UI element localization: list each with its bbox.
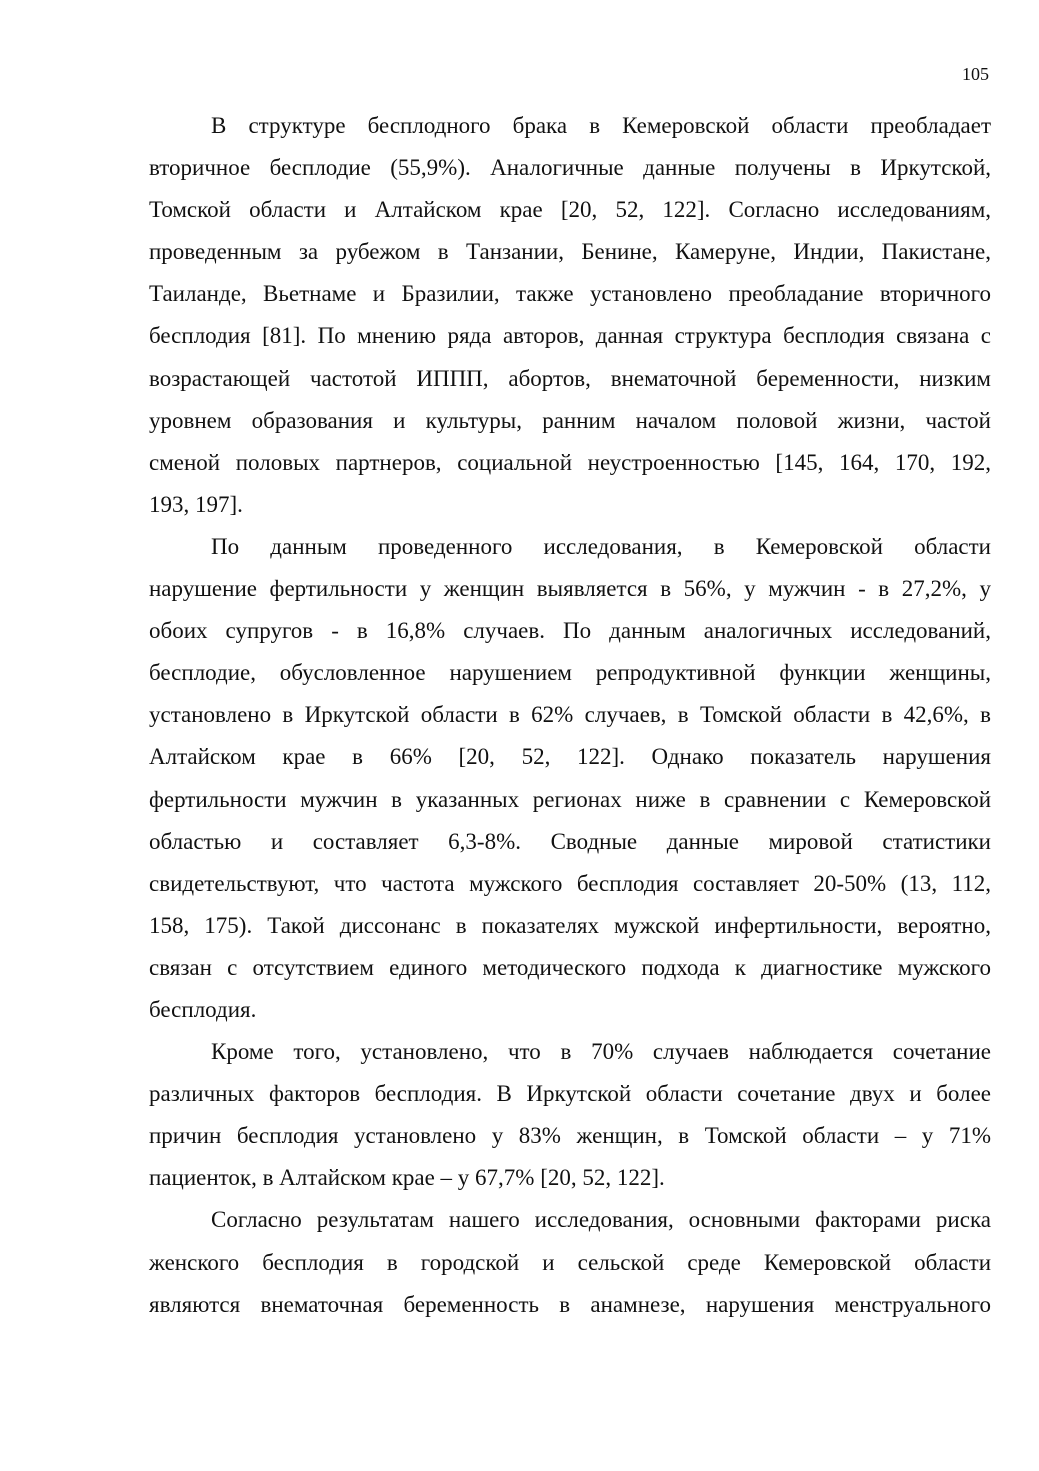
text-line: являются внематочная беременность в анамнезе, нарушения менструального <box>149 1291 991 1317</box>
text-line: бесплодия. <box>149 996 257 1022</box>
paragraph-1 <box>149 105 991 526</box>
text-line: пациенток, в Алтайском крае – у 67,7% [20, 52, 122]. <box>149 1165 665 1191</box>
text-line: сменой половых партнеров, социальной неустроенностью [145, 164, 170, 192, <box>149 449 991 475</box>
text-line: Кроме того, установлено, что в 70% случаев наблюдается сочетание <box>211 1039 991 1065</box>
text-line: Алтайском крае в 66% [20, 52, 122]. Однако показатель нарушения <box>149 744 991 770</box>
text-line: проведенным за рубежом в Танзании, Бенине, Камеруне, Индии, Пакистане, <box>149 239 991 265</box>
text-line: областью и составляет 6,3-8%. Сводные данные мировой статистики <box>149 828 991 854</box>
body-text <box>149 105 991 1326</box>
text-line: фертильности мужчин в указанных регионах ниже в сравнении с Кемеровской <box>149 786 991 812</box>
text-line: уровнем образования и культуры, ранним началом половой жизни, частой <box>149 407 991 433</box>
text-line: обоих супругов - в 16,8% случаев. По данным аналогичных исследований, <box>149 618 991 644</box>
text-line: возрастающей частотой ИППП, абортов, внематочной беременности, низким <box>149 365 991 391</box>
text-line: бесплодия [81]. По мнению ряда авторов, данная структура бесплодия связана с <box>149 323 991 349</box>
text-line: В структуре бесплодного брака в Кемеровской области преобладает <box>211 113 991 138</box>
text-line: различных факторов бесплодия. В Иркутской области сочетание двух и более <box>149 1081 991 1107</box>
text-line: причин бесплодия установлено у 83% женщин, в Томской области – у 71% <box>149 1123 991 1149</box>
text-line: Томской области и Алтайском крае [20, 52, 122]. Согласно исследованиям, <box>149 197 991 223</box>
text-line: связан с отсутствием единого методического подхода к диагностике мужского <box>149 954 991 980</box>
paragraph-4 <box>149 1199 991 1325</box>
text-line: Таиланде, Вьетнаме и Бразилии, также установлено преобладание вторичного <box>149 281 991 307</box>
text-line: установлено в Иркутской области в 62% случаев, в Томской области в 42,6%, в <box>149 702 991 728</box>
text-line: Согласно результатам нашего исследования, основными факторами риска <box>211 1207 991 1233</box>
text-line: свидетельствуют, что частота мужского бесплодия составляет 20-50% (13, 112, <box>149 870 991 896</box>
text-line: нарушение фертильности у женщин выявляется в 56%, у мужчин - в 27,2%, у <box>149 576 991 602</box>
text-line: По данным проведенного исследования, в Кемеровской области <box>211 533 991 559</box>
text-line: женского бесплодия в городской и сельской среде Кемеровской области <box>149 1249 991 1275</box>
text-line: бесплодие, обусловленное нарушением репродуктивной функции женщины, <box>149 660 991 686</box>
text-line: вторичное бесплодие (55,9%). Аналогичные данные получены в Иркутской, <box>149 155 991 181</box>
paragraph-2 <box>149 526 991 1031</box>
page-number: 105 <box>962 64 989 84</box>
text-line: 158, 175). Такой диссонанс в показателях мужской инфертильности, вероятно, <box>149 912 991 938</box>
text-line: 193, 197]. <box>149 491 243 517</box>
paragraph-3 <box>149 1031 991 1199</box>
